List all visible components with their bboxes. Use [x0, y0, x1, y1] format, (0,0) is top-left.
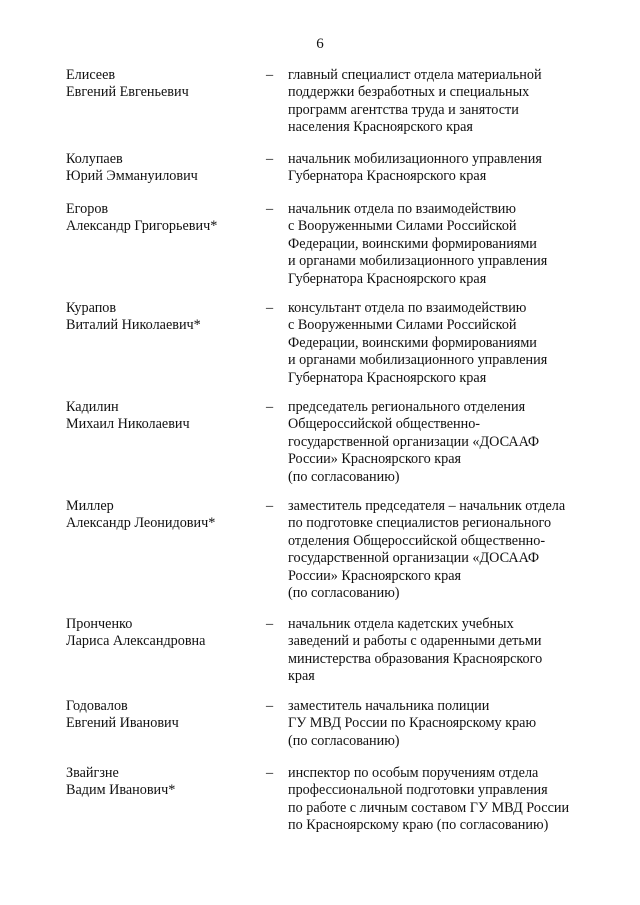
member-surname: Елисеев [66, 67, 116, 83]
entry-dash: – [266, 151, 274, 167]
position-line: заместитель начальника полиции [288, 698, 490, 714]
position-line: главный специалист отдела материальной [288, 67, 542, 83]
position-line: профессиональной подготовки управления [288, 782, 548, 799]
entry-dash: – [266, 399, 274, 415]
member-surname: Курапов [66, 300, 117, 316]
position-line: и органами мобилизационного управления [288, 253, 548, 270]
position-line: Федерации, воинскими формированиями [288, 235, 537, 252]
member-surname: Миллер [66, 498, 114, 514]
position-line: поддержки безработных и специальных [288, 84, 530, 101]
member-given-names: Юрий Эммануилович [66, 168, 198, 185]
position-line: Губернатора Красноярского края [288, 369, 487, 386]
position-line: (по согласованию) [288, 585, 400, 602]
position-line: с Вооруженными Силами Российской [288, 317, 517, 334]
member-position [288, 616, 608, 686]
member-position [288, 498, 608, 602]
member-surname: Кадилин [66, 399, 119, 415]
member-given-names: Евгений Иванович [66, 715, 179, 732]
entry-dash: – [266, 67, 274, 83]
position-line: края [288, 668, 315, 685]
member-name [66, 300, 266, 335]
position-line: начальник мобилизационного управления [288, 151, 542, 167]
member-surname: Годовалов [66, 698, 128, 714]
position-line: заместитель председателя – начальник отдела [288, 498, 566, 514]
member-position [288, 151, 608, 186]
member-name [66, 698, 266, 733]
member-position [288, 300, 608, 387]
member-position [288, 67, 608, 137]
position-line: по Красноярскому краю (по согласованию) [288, 817, 549, 834]
position-line: ГУ МВД России по Красноярскому краю [288, 715, 537, 732]
member-name [66, 616, 266, 651]
page-number: 6 [316, 36, 324, 52]
member-name [66, 67, 266, 102]
member-name [66, 765, 266, 800]
position-line: по подготовке специалистов регионального [288, 515, 552, 532]
member-surname: Пронченко [66, 616, 133, 632]
entry-dash: – [266, 698, 274, 714]
member-position [288, 201, 608, 288]
member-given-names: Виталий Николаевич* [66, 317, 201, 334]
member-given-names: Вадим Иванович* [66, 782, 176, 799]
member-name [66, 201, 266, 236]
position-line: консультант отдела по взаимодействию [288, 300, 527, 316]
entry-dash: – [266, 765, 274, 781]
entry-dash: – [266, 616, 274, 632]
position-line: государственной организации «ДОСААФ [288, 433, 540, 450]
member-surname: Звайгзне [66, 765, 119, 781]
position-line: с Вооруженными Силами Российской [288, 218, 517, 235]
member-given-names: Лариса Александровна [66, 633, 206, 650]
position-line: по работе с личным составом ГУ МВД России [288, 799, 570, 816]
position-line: заведений и работы с одаренными детьми [288, 633, 542, 650]
position-line: начальник отдела по взаимодействию [288, 201, 516, 217]
position-line: населения Красноярского края [288, 119, 473, 136]
member-position [288, 765, 608, 835]
position-line: России» Красноярского края [288, 567, 462, 584]
member-position [288, 399, 608, 486]
entry-dash: – [266, 300, 274, 316]
member-name [66, 399, 266, 434]
position-line: и органами мобилизационного управления [288, 352, 548, 369]
member-name [66, 498, 266, 533]
position-line: отделения Общероссийской общественно- [288, 532, 546, 549]
position-line: министерства образования Красноярского [288, 650, 543, 667]
member-given-names: Александр Леонидович* [66, 515, 216, 532]
position-line: Губернатора Красноярского края [288, 168, 487, 185]
member-position [288, 698, 608, 750]
position-line: председатель регионального отделения [288, 399, 526, 415]
position-line: (по согласованию) [288, 468, 400, 485]
position-line: Губернатора Красноярского края [288, 270, 487, 287]
position-line: инспектор по особым поручениям отдела [288, 765, 539, 781]
position-line: (по согласованию) [288, 732, 400, 749]
position-line: программ агентства труда и занятости [288, 101, 519, 118]
position-line: Общероссийской общественно- [288, 416, 481, 433]
entry-dash: – [266, 498, 274, 514]
position-line: Федерации, воинскими формированиями [288, 334, 537, 351]
member-surname: Егоров [66, 201, 109, 217]
member-name [66, 151, 266, 186]
member-surname: Колупаев [66, 151, 123, 167]
position-line: России» Красноярского края [288, 451, 462, 468]
entry-dash: – [266, 201, 274, 217]
member-given-names: Евгений Евгеньевич [66, 84, 189, 101]
position-line: начальник отдела кадетских учебных [288, 616, 514, 632]
position-line: государственной организации «ДОСААФ [288, 550, 540, 567]
member-given-names: Александр Григорьевич* [66, 218, 218, 235]
member-given-names: Михаил Николаевич [66, 416, 190, 433]
